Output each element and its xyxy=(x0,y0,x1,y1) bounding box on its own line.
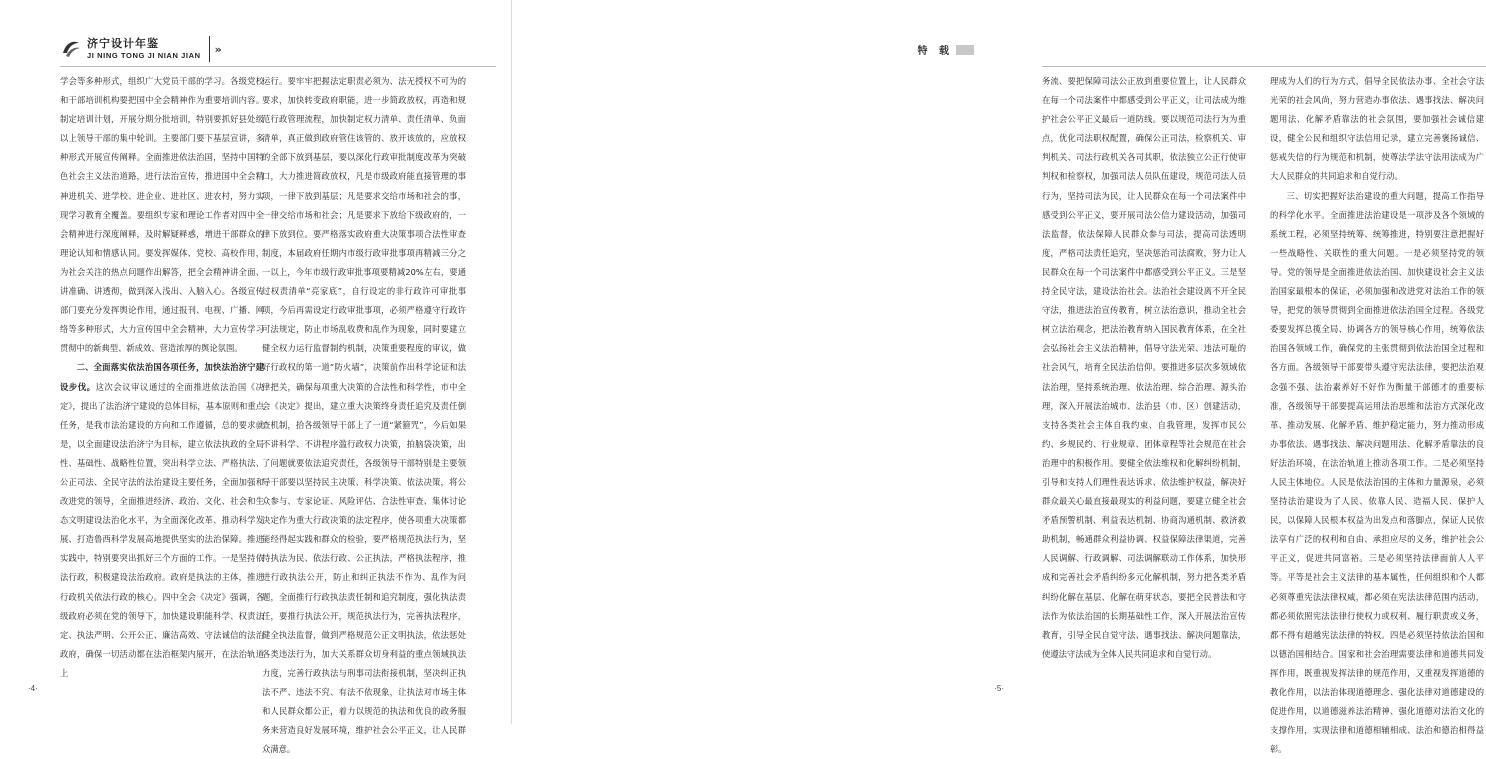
text-column-1 xyxy=(60,72,264,678)
page-number-left: ·4· xyxy=(28,684,38,693)
brand-title-en: JI NING TONG JI NIAN JIAN xyxy=(87,51,201,61)
yearbook-logo-icon xyxy=(60,38,82,60)
paragraph: 务流、要把保障司法公正放到重要位置上，让人民群众在每一个司法案件中都感受到公平正义，让司法成为维护社会公平正义最后一道防线。要以规范司法行为为重点，优化司法职权配置，确保公正司法，检察机关、审判机关、司法行政机关各司其职，依法独立公正行使审判权和检察权，加强司法人员队伍建设，规范司法人员行为，坚持司法为民，让人民群众在每一个司法案件中感受到公平正义，要开展司法公信力建设活动，加强司法监督，依法保障人民群众参与司法，提高司法透明度，严格司法责任追究，坚决惩治司法腐败，努力让人民群众在每一个司法案件中都感受到公平正义。三是坚持全民守法，建设法治社会。法治社会建设离不开全民守法，推进法治宣传教育，树立法治意识，推动全社会树立法治观念，把法治教育纳入国民教育体系，在全社会弘扬社会主义法治精神，倡导守法光荣、违法可耻的社会风气，培育全民法治信仰。要推进多层次多领域依法治理，坚持系统治理、依法治理、综合治理、源头治理，深入开展法治城市、法治县（市、区）创建活动，支持各类社会主体自我约束、自我管理，发挥市民公约、乡规民约、行业规章、团体章程等社会规范在社会治理中的积极作用。要健全依法维权和化解纠纷机制，引导和支持人们理性表达诉求、依法维护权益，解决好群众最关心最直接最现实的利益问题，要建立健全社会矛盾预警机制、利益表达机制、协商沟通机制、救济救助机制，畅通群众利益协调、权益保障法律渠道，完善人民调解、行政调解、司法调解联动工作体系，加快形成和完善社会矛盾纠纷多元化解机制，努力把各类矛盾纠纷化解在基层、化解在萌芽状态，要把全民普法和守法作为依法治国的长期基础性工作，深入开展法治宣传教育，引导全民自觉守法、遇事找法、解决问题靠法，使遵法守法成为全体人民共同追求和自觉行动。 xyxy=(1042,76,1246,659)
double-chevron-icon: » xyxy=(214,42,220,56)
header-rule xyxy=(1042,66,1486,67)
yearbook-brand xyxy=(60,34,220,64)
header-rule xyxy=(60,66,496,67)
paragraph: 三、切实把握好法治建设的重大问题，提高工作指导的科学化水平。全面推进法治建设是一项涉及各个领域的系统工程，必须坚持统筹、统筹推进，特别要注意把握好一些战略性、关联性的重大问题。一是必须坚持党的领导。党的领导是全面推进依法治国、加快建设社会主义法治国家最根本的保证，必须加强和改进党对法治工作的领导，把党的领导贯彻到全面推进依法治国全过程。各级党委要发挥总揽全局、协调各方的领导核心作用，统筹依法治国各领域工作，确保党的主张贯彻到依法治国全过程和各方面。各级领导干部要带头遵守宪法法律，要把法治观念强不强、法治素养好不好作为衡量干部德才的重要标准，各级领导干部要提高运用法治思维和法治方式深化改革、推动发展、化解矛盾、维护稳定能力，努力推动形成办事依法、遇事找法、解决问题用法、化解矛盾靠法的良好法治环境，在法治轨道上推动各项工作。二是必须坚持人民主体地位。人民是依法治国的主体和力量源泉，必须坚持法治建设为了人民、依靠人民、造福人民、保护人民，以保障人民根本权益为出发点和落脚点，保证人民依法享有广泛的权利和自由、承担应尽的义务，维护社会公平正义，促进共同富裕。三是必须坚持法律面前人人平等。平等是社会主义法律的基本属性，任何组织和个人都必须尊重宪法法律权威，都必须在宪法法律范围内活动，都必须依照宪法法律行使权力或权利、履行职责或义务，都不得有超越宪法法律的特权。四是必须坚持依法治国和以德治国相结合。国家和社会治理需要法律和道德共同发挥作用，既重视发挥法律的规范作用，又重视发挥道德的教化作用，以法治体现道德理念、强化法律对道德建设的促进作用，以道德滋养法治精神、强化道德对法治文化的支撑作用，实现法律和道德相辅相成、法治和德治相得益彰。 xyxy=(1270,190,1484,755)
paragraph xyxy=(60,358,264,683)
brand-divider xyxy=(209,36,210,62)
text-column-3 xyxy=(1042,72,1246,672)
paragraph-body: 这次会议审议通过的全面推进依法治国《决定》，提出了法治济宁建设的总体目标，基本原则和重点任务，是我市法治建设的方向和工作遵循，总的要求就是，以全面建设法治济宁为目标，建立依法执政的全局性、基础性、战略性位置，突出科学立法、严格执法、公正司法、全民守法的法治建设主要任务，全面加强和改进党的领导，全面推进经济、政治、文化、社会和生态文明建设法治化水平，为全面深化改革、推动科学发展、打造鲁西科学发展高地提供坚实的法治保障。推进实践中，特别要突出抓好三个方面的工作。一是坚持依法行政，积极建设法治政府。政府是执法的主体，推进行政机关依法行政的核心。四中全会《决定》强调，各级政府必须在党的领导下，加快建设职能科学、权责法定、执法严明、公开公正、廉洁高效、守法诚信的法治政府，确保一切活动都在法治框架内展开，在法治轨道上 xyxy=(60,381,264,678)
text-column-4 xyxy=(1270,72,1484,755)
section-tag xyxy=(918,42,974,57)
page-number-right: ·5· xyxy=(994,684,1004,693)
paragraph: 理成为人们的行为方式，倡导全民依法办事、全社会守法光荣的社会风尚，努力营造办事依法、遇事找法、解决问题用法、化解矛盾靠法的社会氛围，要加强社会诚信建设，健全公民和组织守法信用记录，建立完善褒扬诚信、惩戒失信的行为规范和机制，使尊法学法守法用法成为广大人民群众的共同追求和自觉行动。 xyxy=(1270,76,1484,182)
text-column-2 xyxy=(262,72,466,755)
section-label: 特 载 xyxy=(917,46,953,57)
right-page xyxy=(512,0,1484,755)
left-page xyxy=(0,0,512,755)
paragraph: 运行。要牢牢把握法定职责必须为、法无授权不可为的要求，加快转变政府职能，进一步简政放权，再造和规范行政管理流程，加快制定权力清单、责任清单、负面清单，真正做到政府管住该管的、放开该放的，应放权的全部下放到基层，要以深化行政审批制度改革为突破口，大力推进简政放权，凡是市级政府能直接管理的事项，一律下放到基层；凡是要求交给市场和社会的事，一律交给市场和社会；凡是要求下放给下级政府的，一律下放到位。要严格落实政府重大决策事项合法性审查制度，本届政府任期内市级行政审批事项再精减三分之一以上，今年市级行政审批事项要精减20%左右，要通过权责清单“亮家底”，自行设定的非行政许可审批事项，今后再需设定行政审批事项，必须严格遵守行政许可法规定，防止市场乱收费和乱作为现象，同时要建立健全权力运行监督制约机制，决策重要程度的审议，做好行政权的第一道“防火墙”，决策前作出科学论证和法律把关，确保每项重大决策的合法性和科学性，市中全会《决定》提出，建立重大决策终身责任追究及责任倒查机制，拾各级领导干部上了一道“紧箍咒”，今后如果不讲科学、不讲程序滥行政权力决策，拍脑袋决策，出了问题就要依法追究责任，各级领导干部特别是主要领导干部要以坚持民主决策、科学决策、依法决策，将公众参与、专家论证、风险评估、合法性审查、集体讨论决定作为重大行政决策的法定程序，使各项重大决策都能经得起实践和群众的检验，要严格规范执法行为，坚持执法为民、依法行政、公正执法，严格执法程序，推进行政执法公开，防止和纠正执法不作为、乱作为问题，全面推行行政执法责任制和追究制度，强化执法责任，要推行执法公开，规范执法行为，完善执法程序，健全执法监督，做到严格规范公正文明执法，依法惩处各类违法行为，加大关系群众切身利益的重点领域执法力度，完善行政执法与刑事司法衔接机制，坚决纠正执法不严、违法不究、有法不依现象，让执法对市场主体和人民群众都公正，着力以规范的执法和优良的政务服务来营造良好发展环境，维护社会公平正义，让人民群众满意。 xyxy=(262,76,466,755)
brand-title-cn: 济宁设计年鉴 xyxy=(87,37,159,51)
paragraph: 学会等多种形式，组织广大党员干部的学习。各级党校和干部培训机构要把国中全会精神作为重要培训内容。制定培训计划，开展分期分批培训，特别要抓好县处级以上领导干部的集中轮训。主要部门要下基层宣讲，多种形式开展宣传阐释。全面推进依法治国，坚持中国特色社会主义法治道路，进行法治宣传，推进国中全会精神进机关、进学校、进企业、进社区、进农村，努力实现学习教育全覆盖。要组织专家和理论工作者对四中全会精神进行深度阐释，及时解疑释惑，增进干部群众的理论认知和情感认同。要发挥媒体、党校、高校作用，为社会关注的热点问题作出解答，把全会精神讲全面、讲准确、讲透彻，做到深入浅出、入脑入心。各级宣传部门要充分发挥舆论作用，通过报刊、电视、广播、网络等多种形式，大力宣传国中全会精神，大力宣传学习贯彻中的新典型、新成效、营造浓厚的舆论氛围。 xyxy=(60,76,264,354)
section-tag-bar xyxy=(956,45,974,55)
section-heading: 二、全面落实依法治国各项任务，加快法治济宁建设步伐。 xyxy=(60,362,264,392)
